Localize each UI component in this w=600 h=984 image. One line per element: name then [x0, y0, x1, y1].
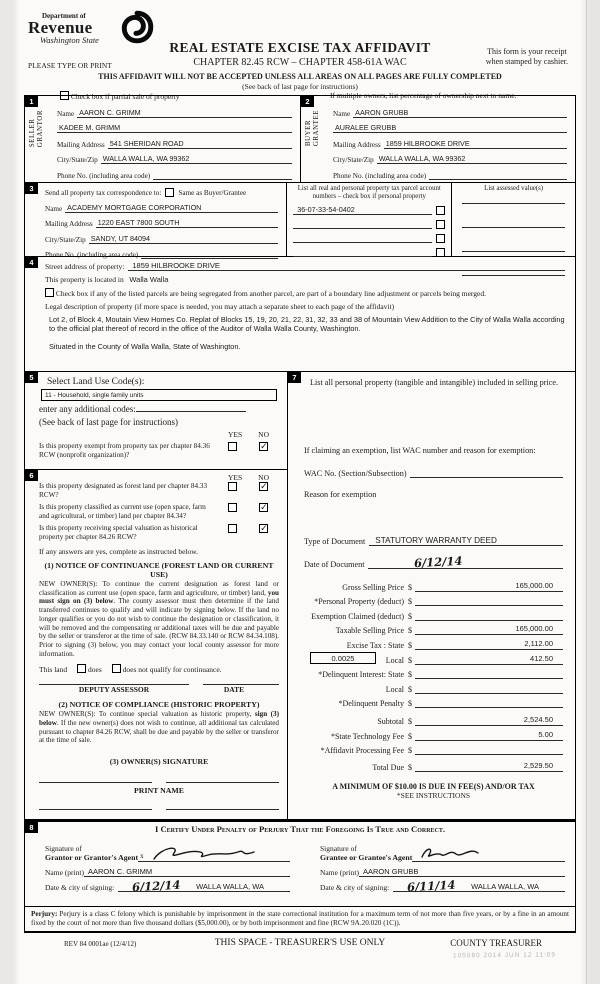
- taxable-selling-price-label: Taxable Selling Price: [335, 626, 404, 636]
- signature-of-label: Signature of: [320, 844, 357, 853]
- legal-description-label: Legal description of property (if more space is needed, you may attach a separate sheet to each page of the affidavit): [45, 302, 395, 311]
- personal-property-checkbox-2[interactable]: [436, 220, 445, 229]
- affidavit-processing-fee-row: [304, 741, 563, 756]
- tax-correspondence-section: [24, 183, 576, 257]
- section-5-number: 5: [25, 372, 38, 383]
- section-8-number: 8: [25, 822, 38, 833]
- buyer-name2-field[interactable]: AURALEE GRUBB: [333, 123, 567, 133]
- total-due-row: [304, 757, 563, 772]
- historic-no-checkbox[interactable]: ✓: [260, 524, 268, 534]
- logo-text-revenue: Revenue: [28, 18, 93, 37]
- corr-name-field[interactable]: ACADEMY MORTGAGE CORPORATION: [65, 203, 278, 213]
- grantee-name-print-field[interactable]: AARON GRUBB: [359, 867, 565, 877]
- exemption-claimed-label: Exemption Claimed (deduct): [311, 611, 404, 621]
- parcel-field-1[interactable]: 36-07-33-54-0402: [293, 205, 432, 215]
- dollar-sign: $: [408, 597, 412, 607]
- same-as-buyer-label: Same as Buyer/Grantee: [178, 188, 247, 197]
- grantee-signature-field[interactable]: [412, 842, 565, 862]
- this-land-label: This land: [39, 664, 68, 674]
- grantor-name-print-field[interactable]: AARON C. GRIMM: [84, 867, 290, 877]
- seller-grantor-side-label: [28, 110, 44, 147]
- buyer-name-field[interactable]: AARON GRUBB: [353, 108, 567, 118]
- current-use-no-checkbox[interactable]: ✓: [260, 503, 268, 513]
- corr-name-label: Name: [45, 204, 63, 213]
- wac-label: WAC No. (Section/Subsection): [304, 469, 407, 478]
- parcel-numbers-block: [286, 183, 451, 256]
- exempt-no-checkbox[interactable]: ✓: [260, 442, 268, 452]
- forest-land-section: [25, 470, 287, 810]
- street-address-label: Street address of property:: [45, 262, 125, 271]
- dollar-sign: $: [408, 684, 412, 694]
- reason-for-exemption-label: Reason for exemption: [304, 490, 377, 499]
- parcel-header-line1: List all real and personal property tax parcel account: [297, 185, 441, 192]
- logo-text-department-of: Department of: [42, 12, 86, 20]
- wac-field[interactable]: [410, 477, 563, 478]
- assessed-value-field-2[interactable]: [462, 227, 565, 228]
- continuance-text-bold: you must sign on (3) below: [39, 588, 279, 606]
- grantor-signature-scribble: [142, 843, 292, 865]
- compliance-text-post: . If the new owner(s) does not wish to continue, all additional tax calculated pursuant to chapter 84.26 RCW, shall be due and payable by the seller or transferor at the time of sale.: [39, 719, 279, 745]
- land-use-code-field[interactable]: 11 - Household, single family units: [41, 389, 277, 401]
- signature-x-mark: x: [140, 852, 144, 860]
- grantor-date-city-label: Date & city of signing:: [45, 883, 115, 892]
- section-2-number: 2: [301, 96, 314, 107]
- grantee-signature-label: [320, 844, 412, 862]
- current-use-yes-checkbox[interactable]: [228, 503, 237, 512]
- form-title: REAL ESTATE EXCISE TAX AFFIDAVIT: [169, 40, 431, 55]
- owner-signature-lines-1: [39, 782, 279, 783]
- additional-codes-field[interactable]: [136, 411, 246, 412]
- no-header: NO: [258, 430, 269, 439]
- continuance-text-pre: NEW OWNER(S): To continue the current designation as forest land or classification as current use (open space, farm and agriculture, or timber) land,: [39, 580, 279, 597]
- historic-yes-checkbox[interactable]: [228, 524, 237, 533]
- seller-address-label: Mailing Address: [57, 140, 105, 149]
- seller-csz-label: City/State/Zip: [57, 156, 98, 164]
- buyer-phone-label: Phone No. (including area code): [333, 171, 427, 180]
- forest-yes-checkbox[interactable]: [228, 482, 237, 491]
- subtotal-label: Subtotal: [377, 716, 404, 726]
- parcel-field-2[interactable]: [293, 228, 432, 229]
- taxable-selling-price-row: [304, 621, 563, 636]
- assessed-value-field-1[interactable]: [462, 203, 565, 204]
- seller-phone-field[interactable]: [153, 179, 292, 180]
- assessed-value-field-3[interactable]: [462, 251, 565, 252]
- excise-tax-state-label: Excise Tax : State: [346, 640, 404, 650]
- taxable-selling-price-value[interactable]: 165,000.00: [415, 624, 563, 635]
- grantee-city-text: WALLA WALLA, WA: [471, 882, 539, 891]
- seller-csz-field[interactable]: WALLA WALLA, WA 99362: [101, 154, 292, 164]
- please-type-or-print: PLEASE TYPE OR PRINT: [28, 61, 112, 70]
- delinquent-interest-local-label: Local: [385, 684, 404, 694]
- form-revision-number: REV 84 0001ae (12/4/12): [64, 940, 137, 948]
- deputy-assessor-label: DEPUTY ASSESSOR: [78, 685, 150, 695]
- seller-name2-field[interactable]: KADEE M. GRIMM: [57, 123, 292, 133]
- grantee-signature-block: [300, 838, 575, 895]
- see-back-instructions: (See back of last page for instructions): [39, 417, 178, 427]
- personal-property-section: [288, 372, 575, 819]
- dollar-sign: $: [408, 582, 412, 592]
- seller-phone-label: Phone No. (including area code): [57, 171, 151, 180]
- buyer-grantee-block: [300, 96, 575, 182]
- additional-codes-label: enter any additional codes:: [39, 404, 136, 414]
- historic-question: Is this property receiving special valuation as historical property per chapter 84.26 RCW?: [39, 524, 198, 541]
- personal-property-checkbox-4[interactable]: [436, 248, 445, 257]
- assessed-values-header: List assessed value(s): [484, 185, 544, 192]
- receipt-note: [486, 47, 568, 67]
- dollar-sign: $: [408, 699, 412, 709]
- total-due-label: Total Due: [372, 762, 404, 772]
- corr-csz-field[interactable]: SANDY, UT 84094: [89, 234, 279, 244]
- property-address-section: [24, 257, 576, 372]
- state-technology-fee-row: [304, 726, 563, 741]
- perjury-text: Perjury is a class C felony which is punishable by imprisonment in the state correctional institution for a maximum term of not more than five years, or by a fine in an amount fixed by the court of not more than five thousand dollars ($5,000.00), or by both imprisonment and fine (RCW 9A.20.020 (1C)).: [31, 910, 569, 927]
- date-of-document-label: Date of Document: [304, 560, 365, 569]
- owner-signature-line-1a[interactable]: [39, 782, 152, 783]
- land-qualify-row: [39, 664, 279, 674]
- grantor-city-text: WALLA WALLA, WA: [196, 882, 264, 891]
- send-correspondence-label: Send all property tax correspondence to:: [45, 188, 162, 197]
- segregated-label: Check box if any of the listed parcels are being segregated from another parcel, are part of a boundary line adjustment or parcels being merged.: [55, 289, 486, 298]
- see-instructions-note: *SEE INSTRUCTIONS: [396, 790, 471, 800]
- dollar-sign: $: [408, 640, 412, 650]
- state-technology-fee-value[interactable]: 5.00: [415, 730, 563, 741]
- perjury-bold-label: Perjury:: [31, 910, 58, 918]
- exemption-claimed-row: [304, 606, 563, 621]
- left-column: [25, 372, 288, 819]
- dollar-sign: $: [408, 762, 412, 772]
- if-yes-note: If any answers are yes, complete as instructed below.: [39, 547, 199, 556]
- notice-compliance-title: (2) NOTICE OF COMPLIANCE (HISTORIC PROPERTY): [58, 700, 260, 710]
- treasurer-stamp: 105080 2014 JUN 12 11:09: [452, 951, 557, 960]
- buyer-csz-label: City/State/Zip: [333, 156, 374, 164]
- assessed-values-block: [451, 183, 575, 256]
- perjury-notice: [24, 906, 576, 933]
- does-label: does: [88, 665, 102, 675]
- forest-no-checkbox[interactable]: ✓: [260, 482, 268, 492]
- personal-property-deduct-label: *Personal Property (deduct): [314, 597, 404, 607]
- compliance-text-bold: sign (3) below: [39, 710, 280, 728]
- current-use-question: Is this property classified as current use (open space, farm and agricultural, or timber) land per chapter 84.34?: [39, 503, 206, 520]
- owner-signature-lines-2: [39, 809, 279, 810]
- corr-phone-label: Phone No. (including area code): [45, 251, 139, 259]
- date-label: DATE: [223, 685, 245, 695]
- yes-header-6: YES: [227, 473, 243, 482]
- grantee-name-print-label: Name (print): [320, 868, 359, 877]
- subtotal-row: [304, 711, 563, 726]
- date-of-document-handwriting: 6/12/14: [414, 553, 464, 571]
- local-tax-label: Local: [385, 655, 404, 665]
- dollar-sign: $: [408, 655, 412, 665]
- notice-continuance-title: (1) NOTICE OF CONTINUANCE (FOREST LAND OR CURRENT USE): [44, 561, 274, 579]
- grantee-agent-label: Grantee or Grantee's Agent: [320, 853, 413, 862]
- acceptance-warning: THIS AFFIDAVIT WILL NOT BE ACCEPTED UNLESS ALL AREAS ON ALL PAGES ARE FULLY COMPLETED: [98, 72, 502, 81]
- local-tax-value[interactable]: 412.50: [415, 654, 563, 665]
- see-back-note: (See back of last page for instructions): [242, 82, 358, 91]
- owner-print-line-2a[interactable]: [39, 809, 152, 810]
- dollar-sign: $: [408, 746, 412, 756]
- buyer-grantee-side-label: [304, 110, 320, 146]
- total-due-value[interactable]: 2,529.50: [415, 761, 563, 772]
- same-as-buyer-checkbox[interactable]: [165, 188, 174, 197]
- affidavit-processing-fee-value[interactable]: [415, 753, 563, 755]
- grantor-side-text: GRANTOR: [36, 110, 44, 148]
- grantee-date-city-field[interactable]: [393, 877, 565, 895]
- grantor-agent-label: Grantor or Grantor's Agent: [45, 853, 139, 862]
- buyer-phone-field[interactable]: [429, 179, 567, 180]
- dollar-sign: $: [408, 731, 412, 741]
- forest-land-question: Is this property designated as forest land per chapter 84.33 RCW?: [39, 482, 208, 499]
- multiple-owners-note: If multiple owners, list percentage of ownership next to name.: [330, 91, 517, 100]
- delinquent-interest-state-row: [304, 665, 563, 680]
- delinquent-penalty-value[interactable]: [415, 706, 563, 708]
- print-name-label: PRINT NAME: [134, 786, 184, 796]
- section-4-number: 4: [25, 257, 38, 268]
- buyer-name-label: Name: [333, 109, 351, 118]
- seller-name-field[interactable]: AARON C. GRIMM: [77, 108, 292, 118]
- grantee-date-handwriting: 6/11/14: [406, 877, 456, 895]
- dollar-sign: $: [408, 611, 412, 621]
- continuance-text-post: . The county assessor must then determine if the land transferred continues to qualify and will indicate by signing below. If the land no longer qualifies or you do not wish to continue the designation or classification, it will be removed and the compensating or additional taxes will be due and payable by the seller or transferor at the time of sale. (RCW 84.33.140 or RCW 84.34.108). Prior to signing (3) below, you may contact your local county assessor for more information.: [39, 597, 279, 658]
- chapter-line: CHAPTER 82.45 RCW – CHAPTER 458-61A WAC: [193, 57, 407, 68]
- state-technology-fee-label: *State Technology Fee: [330, 731, 404, 741]
- grantee-signature-scribble: [416, 843, 526, 865]
- dollar-sign: $: [408, 670, 412, 680]
- type-of-document-field[interactable]: STATUTORY WARRANTY DEED: [369, 536, 563, 546]
- buyer-side-text: BUYER: [304, 119, 312, 147]
- grantor-signature-label: [45, 844, 138, 862]
- form-header: [0, 6, 600, 101]
- minimum-fee-note: A MINIMUM OF $10.00 IS DUE IN FEE(S) AND/OR TAX: [332, 781, 535, 791]
- land-use-title: Select Land Use Code(s):: [47, 377, 145, 387]
- certification-section: [24, 820, 576, 906]
- parcel-header: [293, 185, 445, 201]
- segregated-checkbox[interactable]: [45, 288, 54, 297]
- local-tax-row: [304, 650, 563, 665]
- owner-print-line-2b[interactable]: [166, 809, 279, 810]
- dollar-sign: $: [408, 716, 412, 726]
- buyer-csz-field[interactable]: WALLA WALLA, WA 99362: [377, 154, 567, 164]
- signature-of-label: Signature of: [45, 844, 82, 853]
- does-not-label: does not qualify for continuance.: [122, 665, 222, 675]
- parcel-header-line2: numbers – check box if personal property: [312, 193, 426, 200]
- type-of-document-label: Type of Document: [304, 537, 366, 546]
- personal-property-checkbox-3[interactable]: [436, 234, 445, 243]
- compliance-text-pre: NEW OWNER(S): To continue special valuation as historic property,: [39, 710, 255, 719]
- section-1-number: 1: [25, 96, 38, 107]
- partial-sale-label: Check box if partial sale of property: [70, 92, 180, 101]
- correspondence-block: [25, 183, 286, 259]
- land-use-section: [25, 372, 287, 470]
- owner-signature-line-1b[interactable]: [166, 782, 279, 783]
- scan-artifact-line: [586, 0, 587, 984]
- exempt-yes-checkbox[interactable]: [228, 442, 237, 451]
- exempt-question: Is this property exempt from property tax per chapter 84.36 RCW (nonprofit organization)?: [39, 442, 210, 459]
- grantee-date-city-label: Date & city of signing:: [320, 883, 390, 892]
- excise-tax-state-row: [304, 635, 563, 650]
- no-header-6: NO: [258, 473, 269, 482]
- seller-buyer-section: [24, 95, 576, 183]
- seller-address-field[interactable]: 541 SHERIDAN ROAD: [108, 139, 292, 149]
- corr-csz-label: City/State/Zip: [45, 235, 86, 244]
- delinquent-penalty-label: *Delinquent Penalty: [338, 699, 404, 709]
- delinquent-interest-local-row: [304, 679, 563, 694]
- grantor-signature-block: [25, 838, 300, 895]
- gross-selling-price-value[interactable]: 165,000.00: [415, 581, 563, 592]
- lower-columns: [24, 372, 576, 820]
- located-in-label: This property is located in: [45, 275, 124, 284]
- land-does-not-checkbox[interactable]: [112, 664, 121, 673]
- personal-property-checkbox-1[interactable]: [436, 206, 445, 215]
- exemption-note: If claiming an exemption, list WAC number and reason for exemption:: [304, 446, 536, 455]
- buyer-address-label: Mailing Address: [333, 140, 381, 149]
- excise-tax-state-value[interactable]: 2,112.00: [415, 639, 563, 650]
- corr-address-label: Mailing Address: [45, 220, 93, 228]
- grantor-name-print-label: Name (print): [45, 868, 84, 877]
- owners-signature-title: (3) OWNER(S) SIGNATURE: [109, 757, 209, 767]
- excise-tax-table: [304, 577, 563, 772]
- local-rate-box: 0.0025: [310, 652, 376, 664]
- personal-property-title: List all personal property (tangible and intangible) included in selling price.: [310, 378, 559, 387]
- subtotal-value[interactable]: 2,524.50: [415, 715, 563, 726]
- yes-header: YES: [227, 430, 243, 439]
- parcel-field-3[interactable]: [293, 242, 432, 243]
- section-6-number: 6: [25, 470, 38, 481]
- grantee-side-text: GRANTEE: [312, 110, 320, 147]
- notice-compliance-body: [39, 710, 279, 745]
- notice-continuance-body: [39, 580, 279, 658]
- dollar-sign: $: [408, 626, 412, 636]
- certify-statement: I Certify Under Penalty of Perjury That the Foregoing Is True and Correct.: [154, 824, 446, 834]
- land-does-checkbox[interactable]: [77, 664, 86, 673]
- logo-text-washington-state: Washington State: [40, 35, 99, 45]
- receipt-note-line2: when stamped by cashier.: [485, 57, 568, 66]
- legal-description-text: Lot 2, of Block 4, Moutain View Homes Co. Replat of Blocks 15, 19, 20, 21, 22, 31, 32, 33 and 38 of Mountain View Addition to the City of Walla Walla according to the official plat thereof of record in the office of the Auditor of Walla Walla County, Washington.: [49, 315, 565, 333]
- county-treasurer-label: COUNTY TREASURER: [450, 938, 542, 948]
- grantor-signature-field[interactable]: [138, 842, 290, 862]
- grantor-date-city-field[interactable]: [118, 877, 290, 895]
- street-address-field[interactable]: 1859 HILBROOKE DRIVE: [128, 261, 565, 271]
- personal-property-deduct-row: [304, 592, 563, 607]
- seller-grantor-block: [25, 96, 300, 182]
- date-of-document-field[interactable]: [368, 553, 563, 571]
- situated-in-text: Situated in the County of Walla Walla, State of Washington.: [49, 342, 241, 351]
- grantor-date-handwriting: 6/12/14: [131, 877, 181, 895]
- gross-selling-price-label: Gross Selling Price: [342, 582, 404, 592]
- affidavit-processing-fee-label: *Affidavit Processing Fee: [320, 746, 404, 756]
- treasurer-use-only-label: THIS SPACE - TREASURER'S USE ONLY: [214, 938, 386, 948]
- receipt-note-line1: This form is your receipt: [487, 47, 567, 56]
- located-in-field[interactable]: Walla Walla: [129, 275, 169, 284]
- buyer-address-field[interactable]: 1859 HILBROOKE DRIVE: [384, 139, 567, 149]
- delinquent-interest-state-label: *Delinquent Interest: State: [318, 670, 404, 680]
- delinquent-penalty-row: [304, 694, 563, 709]
- seller-name-label: Name: [57, 109, 75, 118]
- corr-address-field[interactable]: 1220 EAST 7800 SOUTH: [96, 218, 279, 228]
- section-7-number: 7: [288, 372, 301, 383]
- section-3-number: 3: [25, 183, 38, 194]
- gross-selling-price-row: [304, 577, 563, 592]
- seller-side-text: SELLER: [28, 118, 36, 148]
